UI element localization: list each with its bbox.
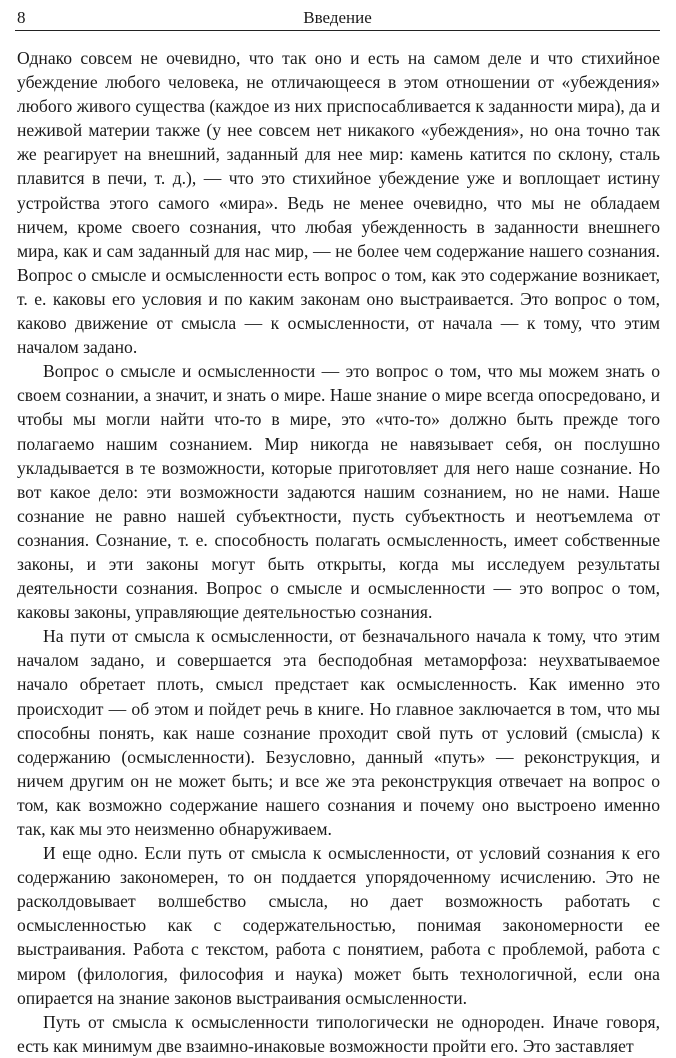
paragraph-1: Однако совсем не очевидно, что так оно и есть на самом деле и что стихийное убеждение любого человека, не отличающееся в этом отношении от «убеждения» любого живого существа (каждое из них приспосабливается к заданности мира), да и неживой материи также (у нее совсем нет никакого «убеждения», но она точно так же реагирует на внешний, заданный для нее мир: камень катится по склону, сталь плавится в печи, т. д.), — что это стихийное убеждение уже и воплощает истину устройства этого самого «мира». Ведь не менее очевидно, что мы не обладаем ничем, кроме своего сознания, что любая убежденность в заданности внешнего мира, как и сам заданный для нас мир, — не более чем содержание нашего сознания. Вопрос о смысле и осмысленности есть вопрос о том, как это содержание возникает, т. е. каковы его условия и по каким законам оно выстраивается. Это вопрос о том, каково движение от смысла — к осмысленности, от начала — к тому, что этим началом задано. — [17, 48, 660, 358]
page-header — [15, 6, 660, 31]
body-text — [17, 46, 660, 1058]
page-number: 8 — [17, 8, 26, 27]
paragraph-5: Путь от смысла к осмысленности типологически не однороден. Иначе говоря, есть как минимум две взаимно-инаковые возможности пройти его. Это заставляет — [17, 1011, 660, 1056]
paragraph-4: И еще одно. Если путь от смысла к осмысленности, от условий сознания к его содержанию закономерен, то он поддается упорядоченному исчислению. Это не расколдовывает волшебство смысла, но дает возможность работать с осмысленностью как с содержательностью, понимая закономерности ее выстраивания. Работа с текстом, работа с понятием, работа с проблемой, работа с миром (филология, философия и наука) может быть технологичной, если она опирается на знание законов выстраивания осмысленности. — [17, 843, 660, 1008]
running-title: Введение — [303, 8, 372, 27]
paragraph-2: Вопрос о смысле и осмысленности — это вопрос о том, что мы можем знать о своем сознании, а значит, и знать о мире. Наше знание о мире всегда опосредовано, и чтобы мы могли найти что-то в мире, это «что-то» должно быть прежде того полагаемо нашим сознанием. Мир никогда не навязывает себя, он послушно укладывается в те возможности, которые приготовляет для него наше сознание. Но вот какое дело: эти возможности задаются нашим сознанием, но не нами. Наше сознание не равно нашей субъектности, пусть субъектность и неотъемлема от сознания. Сознание, т. е. способность полагать осмысленность, имеет собственные законы, и эти законы могут быть открыты, когда мы исследуем результаты деятельности сознания. Вопрос о смысле и осмысленности — это вопрос о том, каковы законы, управляющие деятельностью сознания. — [17, 361, 660, 623]
paragraph-3: На пути от смысла к осмысленности, от безначального начала к тому, что этим началом задано, и совершается эта бесподобная метаморфоза: неухватываемое начало обретает плоть, смысл предстает как осмысленность. Как именно это происходит — об этом и пойдет речь в книге. Но главное заключается в том, что мы способны понять, как наше сознание проходит свой путь от условий (смысла) к содержанию (осмысленности). Безусловно, данный «путь» — реконструкция, и ничем другим он не может быть; и все же эта реконструкция отвечает на вопрос о том, как возможно содержание нашего сознания и почему оно выстроено именно так, как мы это неизменно обнаруживаем. — [17, 626, 660, 839]
